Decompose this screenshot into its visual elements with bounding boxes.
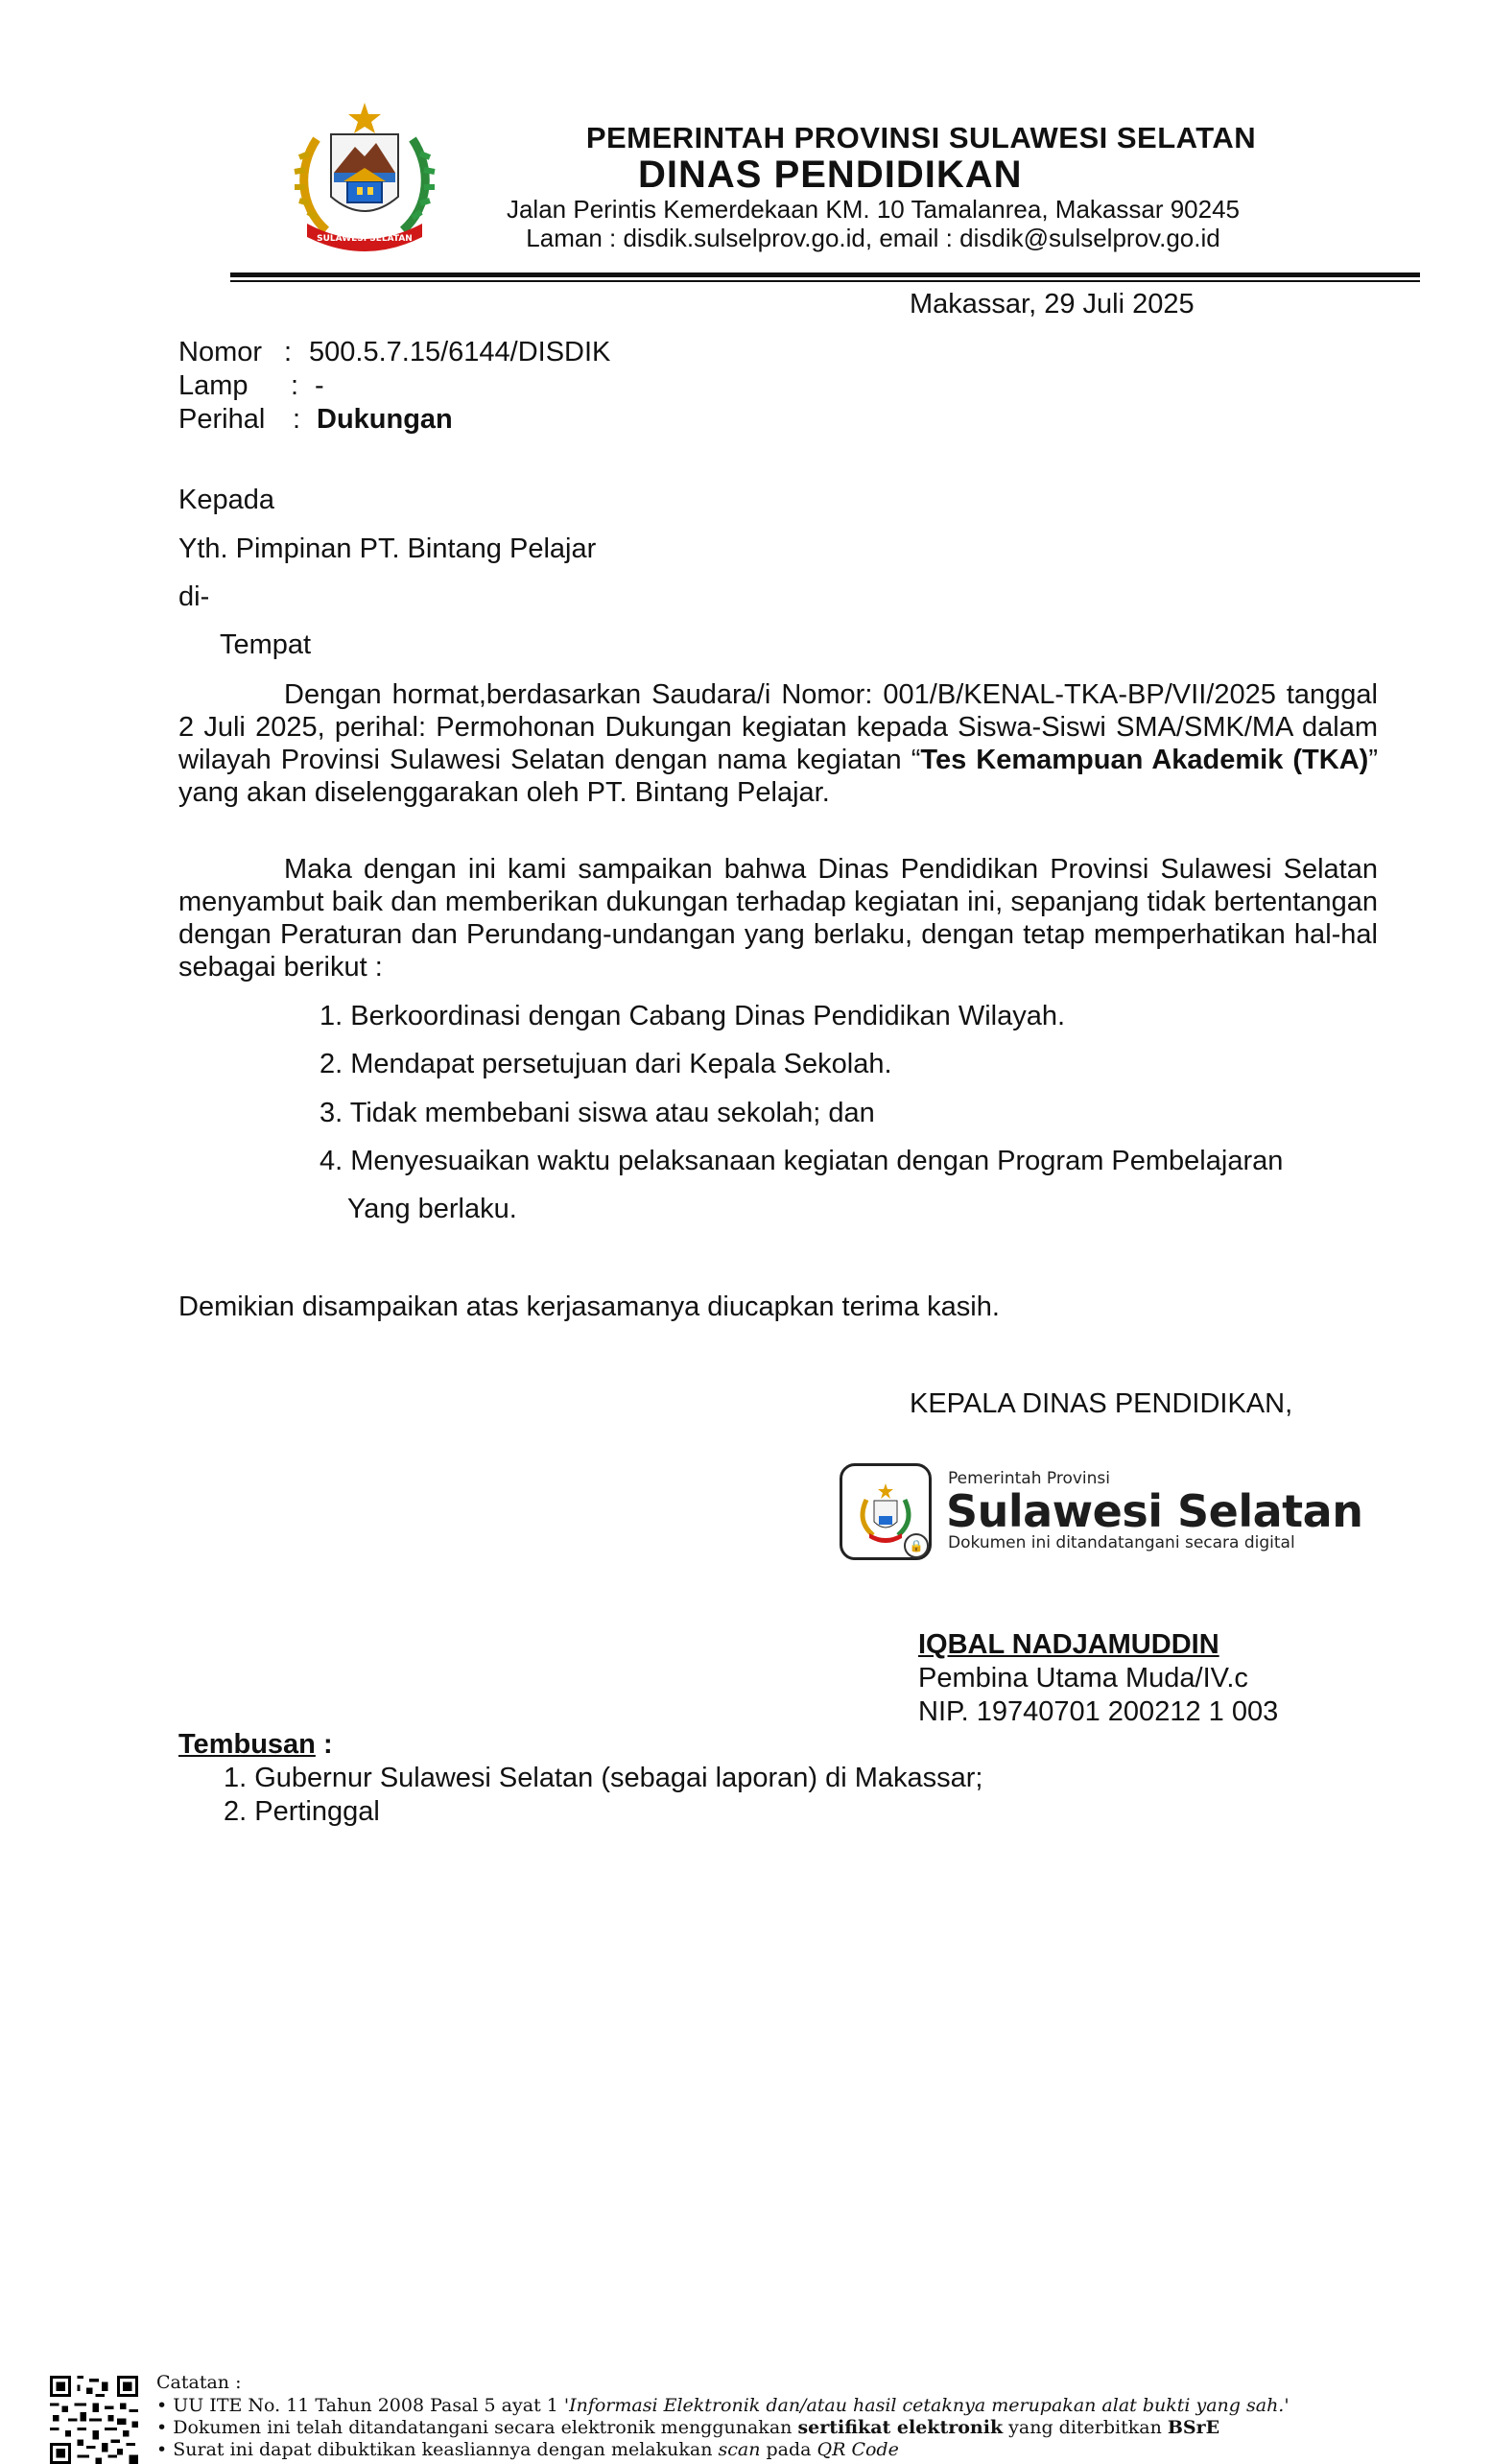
tembusan-item: 1. Gubernur Sulawesi Selatan (sebagai laporan) di Makassar;	[224, 1763, 983, 1793]
tembusan-heading	[178, 1728, 333, 1761]
lamp-colon: :	[291, 370, 299, 401]
tembusan-label: Tembusan	[178, 1729, 316, 1760]
list-item: 4. Menyesuaikan waktu pelaksanaan kegiatan dengan Program Pembelajaran	[320, 1146, 1284, 1176]
perihal-colon: :	[293, 404, 301, 435]
letterhead-divider-thin	[230, 280, 1420, 282]
footer-line2-b: yang diterbitkan	[1003, 2417, 1168, 2438]
closing-sentence: Demikian disampaikan atas kerjasamanya diucapkan terima kasih.	[178, 1291, 1000, 1322]
recipient-di: di-	[178, 581, 210, 612]
letterhead-divider	[230, 272, 1420, 277]
signature-stamp-small: Pemerintah Provinsi	[948, 1469, 1110, 1488]
qr-code-icon	[50, 2376, 138, 2464]
signature-title: KEPALA DINAS PENDIDIKAN,	[910, 1388, 1293, 1419]
recipient-name: Yth. Pimpinan PT. Bintang Pelajar	[178, 533, 597, 564]
footer-line-qr	[156, 2439, 899, 2461]
paragraph-support	[178, 853, 1378, 983]
letterhead-contact: Laman : disdik.sulselprov.go.id, email : disdik@sulselprov.go.id	[526, 224, 1220, 252]
list-item: 1. Berkoordinasi dengan Cabang Dinas Pendidikan Wilayah.	[320, 1001, 1066, 1031]
activity-name: Tes Kemampuan Akademik (TKA)	[920, 745, 1369, 775]
footer-line3-italic2: QR Code	[816, 2439, 899, 2460]
nomor-value: 500.5.7.15/6144/DISDIK	[309, 337, 611, 367]
lamp-label: Lamp	[178, 370, 248, 401]
footer-line2-bold1: sertifikat elektronik	[797, 2417, 1004, 2438]
paragraph-support-text: Maka dengan ini kami sampaikan bahwa Dinas Pendidikan Provinsi Sulawesi Selatan menyambut baik dan memberikan dukungan terhadap kegiatan ini, sepanjang tidak bertentangan dengan Peraturan dan Perundang-undangan yang berlaku, dengan tetap memperhatikan hal-hal sebagai berikut :	[178, 854, 1378, 983]
signature-stamp-note: Dokumen ini ditandatangani secara digital	[948, 1533, 1295, 1552]
paragraph-request	[178, 678, 1378, 809]
paragraph-request-text-b: ” yang akan diselenggarakan oleh PT. Bintang Pelajar.	[178, 745, 1378, 808]
tembusan-suffix: :	[315, 1729, 333, 1760]
letterhead-government: PEMERINTAH PROVINSI SULAWESI SELATAN	[585, 121, 1257, 154]
footer-line-certificate	[156, 2417, 1219, 2439]
recipient-kepada: Kepada	[178, 485, 274, 515]
list-item: 2. Mendapat persetujuan dari Kepala Sekolah.	[320, 1049, 892, 1079]
letterhead-address: Jalan Perintis Kemerdekaan KM. 10 Tamalanrea, Makassar 90245	[506, 195, 1241, 224]
footer-line3-b: pada	[760, 2439, 817, 2460]
province-emblem-logo	[288, 101, 441, 254]
lamp-value: -	[315, 370, 324, 401]
footer-line1-italic: Informasi Elektronik dan/atau hasil cetaknya merupakan alat bukti yang sah.	[569, 2395, 1285, 2416]
perihal-value: Dukungan	[317, 404, 453, 435]
signature-stamp-province: Sulawesi Selatan	[946, 1485, 1363, 1537]
footer-line2-a: • Dokumen ini telah ditandatangani secara elektronik menggunakan	[156, 2417, 798, 2438]
footer-line3-a: • Surat ini dapat dibuktikan keasliannya dengan melakukan	[156, 2439, 719, 2460]
footer-line1-b: '	[1284, 2395, 1290, 2416]
emblem-ribbon-text: SULAWESI SELATAN	[317, 234, 413, 244]
lock-icon: 🔒	[904, 1533, 929, 1558]
list-item: 3. Tidak membebani siswa atau sekolah; dan	[320, 1098, 875, 1128]
footer-line2-bold2: BSrE	[1167, 2417, 1220, 2438]
footer-catatan: Catatan :	[156, 2372, 242, 2393]
signer-nip: NIP. 19740701 200212 1 003	[918, 1696, 1279, 1727]
footer-line1-a: • UU ITE No. 11 Tahun 2008 Pasal 5 ayat 1 '	[156, 2395, 570, 2416]
paragraph-request-text-a: Dengan hormat,berdasarkan Saudara/i Nomor: 001/B/KENAL-TKA-BP/VII/2025 tanggal 2 Juli 2025, perihal: Permohonan Dukungan kegiatan kepada Siswa-Siswi SMA/SMK/MA dalam wilayah Provinsi Sulawesi Selatan dengan nama kegiatan “	[178, 679, 1378, 775]
signer-name: IQBAL NADJAMUDDIN	[918, 1629, 1219, 1660]
list-item-continuation: Yang berlaku.	[347, 1194, 517, 1224]
nomor-label: Nomor	[178, 337, 263, 367]
perihal-label: Perihal	[178, 404, 266, 435]
signer-rank: Pembina Utama Muda/IV.c	[918, 1663, 1248, 1694]
footer-line-uu-ite	[156, 2395, 1290, 2417]
tembusan-item: 2. Pertinggal	[224, 1796, 380, 1827]
recipient-tempat: Tempat	[220, 629, 312, 660]
letterhead-department: DINAS PENDIDIKAN	[638, 154, 1023, 196]
nomor-colon: :	[284, 337, 293, 367]
letter-date: Makassar, 29 Juli 2025	[910, 289, 1195, 320]
footer-line3-italic1: scan	[718, 2439, 761, 2460]
